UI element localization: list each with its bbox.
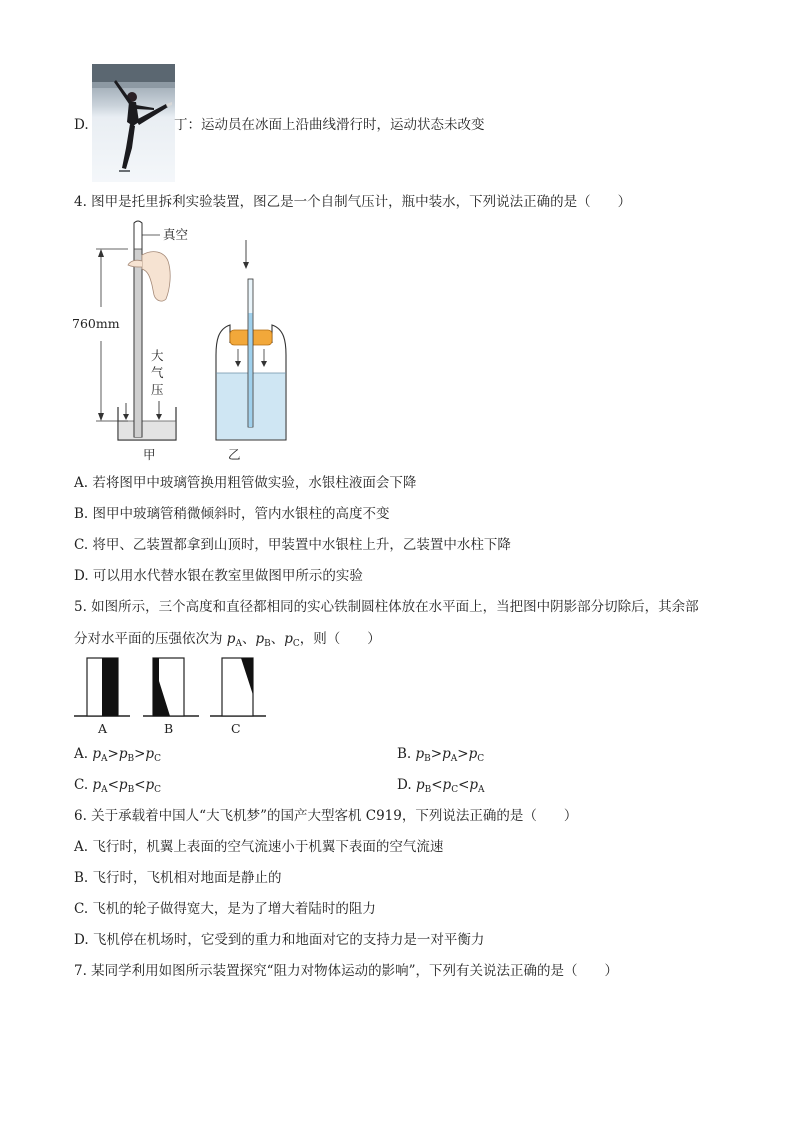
q7-stem: 7. 某同学利用如图所示装置探究“阻力对物体运动的影响”，下列有关说法正确的是（ ） [74, 963, 618, 979]
q6-stem: 6. 关于承载着中国人“大飞机梦”的国产大型客机 C919，下列说法正确的是（ ） [74, 808, 578, 824]
label-atm-3: 压 [151, 382, 164, 397]
label-jia: 甲 [143, 447, 156, 462]
q6-option-d: D. 飞机停在机场时，它受到的重力和地面对它的支持力是一对平衡力 [74, 932, 485, 948]
q6-option-b: B. 飞行时，飞机相对地面是静止的 [74, 870, 282, 886]
label-atm-2: 气 [151, 365, 164, 380]
q3-option-d-text: 丁：运动员在冰面上沿曲线滑行时，运动状态未改变 [174, 117, 485, 133]
q5-stem-line2-pre: 分对水平面的压强依次为 [74, 631, 227, 647]
q5-stem-line1: 5. 如图所示，三个高度和直径都相同的实心铁制圆柱体放在水平面上，当把图中阴影部分切除后，其余部 [74, 599, 699, 615]
label-a: A [98, 721, 108, 736]
label-yi: 乙 [228, 447, 241, 462]
q3-option-d-letter: D. [74, 117, 89, 133]
q4-option-d: D. 可以用水代替水银在教室里做图甲所示的实验 [74, 568, 363, 584]
label-c: C [231, 721, 241, 736]
homemade-barometer [216, 240, 286, 440]
label-760mm: 760mm [72, 316, 120, 331]
cylinder-b [153, 658, 184, 716]
label-atm-1: 大 [151, 348, 164, 363]
q4-option-a: A. 若将图甲中玻璃管换用粗管做实验，水银柱液面会下降 [74, 475, 417, 491]
label-vacuum: 真空 [163, 227, 189, 242]
q5-stem-line2-post: ，则（ ） [299, 631, 381, 647]
q6-option-c: C. 飞机的轮子做得宽大，是为了增大着陆时的阻力 [74, 901, 376, 917]
q5-option-a: A. $p_A>p_B>p_C$ [74, 746, 161, 764]
q4-stem: 4. 图甲是托里拆利实验装置，图乙是一个自制气压计，瓶中装水，下列说法正确的是（ ） [74, 194, 632, 210]
q4-figure [70, 215, 310, 465]
q4-option-c: C. 将甲、乙装置都拿到山顶时，甲装置中水银柱上升，乙装置中水柱下降 [74, 537, 511, 553]
cylinder-a [87, 658, 118, 716]
q5-option-c: C. $p_A<p_B<p_C$ [74, 777, 162, 795]
q6-option-a: A. 飞行时，机翼上表面的空气流速小于机翼下表面的空气流速 [74, 839, 444, 855]
q5-option-b: B. $p_B>p_A>p_C$ [397, 746, 485, 764]
figure-skater-photo [92, 64, 175, 182]
q4-option-b: B. 图甲中玻璃管稍微倾斜时，管内水银柱的高度不变 [74, 506, 390, 522]
q5-stem-line2: 分对水平面的压强依次为 $p_A$、$p_B$、$p_C$，则（ ） [74, 631, 381, 649]
q5-figure [72, 655, 272, 737]
label-b: B [164, 721, 174, 736]
q5-option-d: D. $p_B<p_C<p_A$ [397, 777, 485, 795]
cylinder-c [222, 658, 253, 716]
